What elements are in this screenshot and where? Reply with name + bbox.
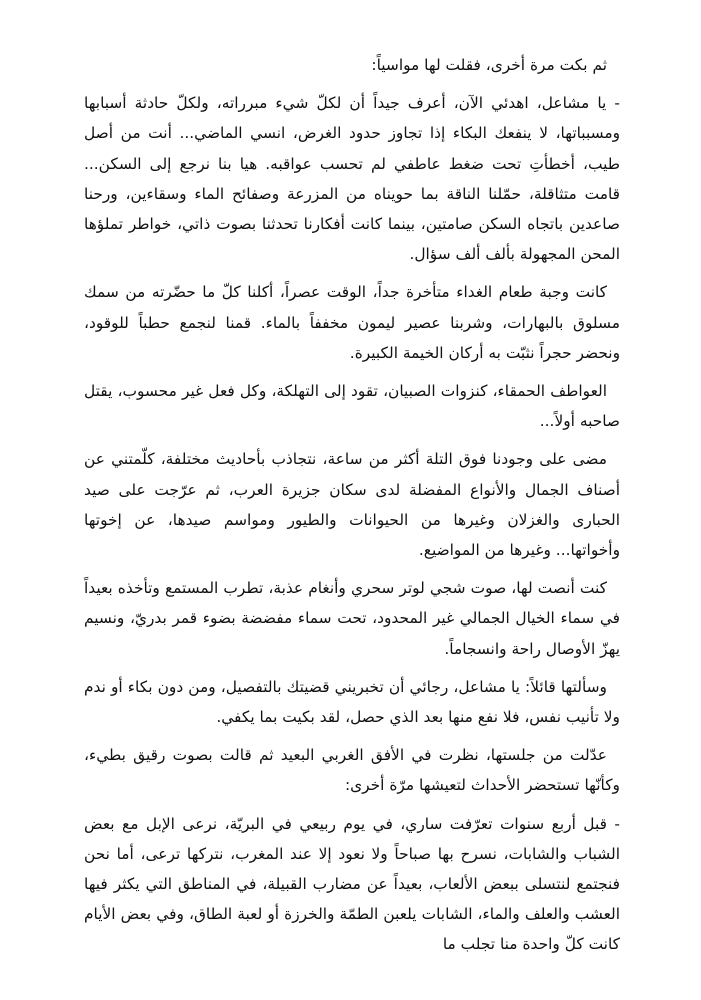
paragraph-2: - يا مشاعل، اهدئي الآن، أعرف جيداً أن لكلّ شيء مبرراته، ولكلّ حادثة أسبابها ومسبباتها، لا ينفعك البكاء إذا تجاوز حدود الغرض، انسي الماضي... أنت من أصل طيب، أخطأتِ تحت ضغط عاطفي لم تحسب عواقبه. هيا بنا نرجع إلى السكن... قامت متثاقلة، حمّلنا الناقة بما حويناه من المزرعة وصفائح الماء وسقاءين، ورحنا صاعدين باتجاه السكن صامتين، بينما كانت أفكارنا تحدثنا بصوت ذاتي، خواطر تملؤها المحن المجهولة بألف ألف سؤال. — [84, 94, 620, 264]
paragraph-5: مضى على وجودنا فوق التلة أكثر من ساعة، نتجاذب بأحاديث مختلفة، كلّمتني عن أصناف الجمال والأنواع المفضلة لدى سكان جزيرة العرب، ثم عرّجت على صيد الحبارى والغزلان وغيرها من الحيوانات والطيور ومواسم صيدها، عن إخوتها وأخواتها... وغيرها من المواضيع. — [84, 450, 620, 560]
paragraph-8: عدّلت من جلستها، نظرت في الأفق الغربي البعيد ثم قالت بصوت رقيق بطيء، وكأنّها تستحضر الأحداث لتعيشها مرّة أخرى: — [84, 746, 620, 795]
paragraph-1: ثم بكت مرة أخرى، فقلت لها مواسياً: — [371, 56, 607, 74]
paragraph-7: وسألتها قائلاً: يا مشاعل، رجائي أن تخبريني قضيتك بالتفصيل، ومن دون بكاء أو ندم ولا تأنيب نفس، فلا نفع منها بعد الذي حصل، لقد بكيت بما يكفي. — [84, 677, 620, 727]
paragraph-4: العواطف الحمقاء، كنزوات الصبيان، تقود إلى التهلكة، وكل فعل غير محسوب، يقتل صاحبه أولاً... — [84, 382, 620, 431]
paragraph-3: كانت وجبة طعام الغداء متأخرة جداً، الوقت عصراً، أكلنا كلّ ما حضّرته من سمك مسلوق بالبهارات، وشربنا عصير ليمون مخففاً بالماء. قمنا لنجمع حطباً للوقود، ونحضر حجراً نثبّت به أركان الخيمة الكبيرة. — [84, 283, 620, 362]
paragraph-6: كنت أنصت لها، صوت شجي لوتر سحري وأنغام عذبة، تطرب المستمع وتأخذه بعيداً في سماء الخيال الجمالي غير المحدود، تحت سماء مفضضة بضوء قمر بدريّ، ونسيم يهزّ الأوصال راحة وانسجاماً. — [84, 579, 620, 658]
paragraph-9: - قبل أربع سنوات تعرّفت ساري، في يوم ربيعي في البريّة، نرعى الإبل مع بعض الشباب والشابات، نسرح بها صباحاً ولا نعود إلا عند المغرب، نتركها ترعى، أما نحن فنجتمع لنتسلى ببعض الألعاب، بعيداً عن مضارب القبيلة، في المناطق التي يكثر فيها العشب والعلف والماء، الشابات يلعبن الطمّة والخرزة أو لعبة الطاق، وفي بعض الأيام كانت كلّ واحدة منا تجلب ما — [84, 814, 620, 954]
document-page — [84, 50, 620, 968]
